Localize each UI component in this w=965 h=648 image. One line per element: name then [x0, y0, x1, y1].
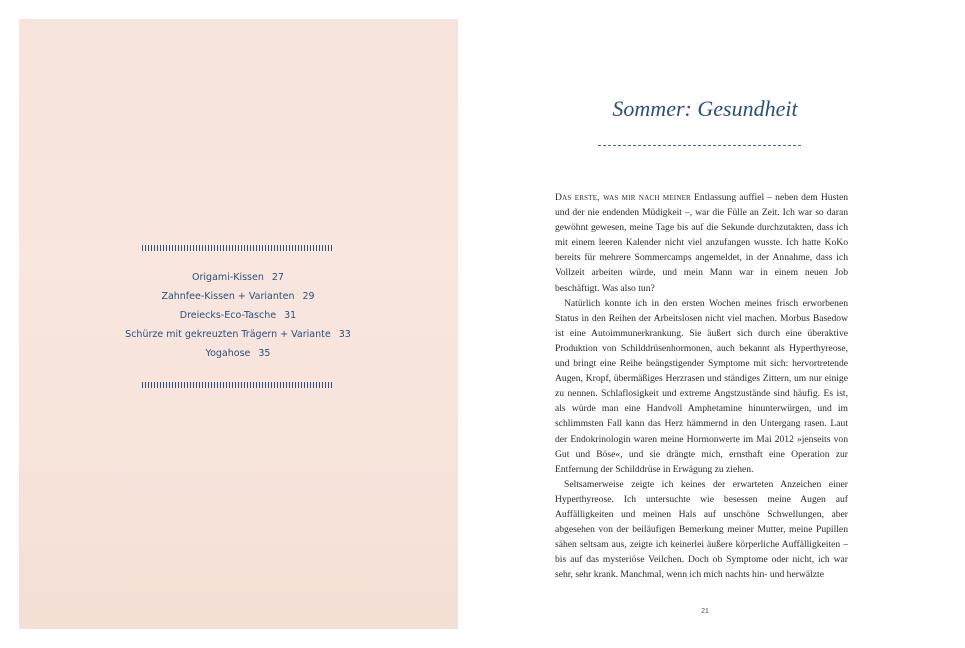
- paragraph: Natürlich konnte ich in den ersten Wochen meines frisch erworbenen Status in den Reihen der Arbeitslosen nicht viel machen. Morbus Basedow ist eine Autoimmunerkrankung. Sie äußert sich durch eine überaktive Produktion von Schilddrüsenhormonen, auch bekannt als Hyperthyreose, und bringt eine Reihe beängstigender Symptome mit sich: hervortretende Augen, Kropf, übermäßiges Herzrasen und ständiges Zittern, um nur einige zu nennen. Schlaflosigkeit und extreme Angstzustände sind häufig. Es ist, als würde man eine Handvoll Amphetamine hinunterwürgen, und im schlimmsten Fall kann das Herz hämmernd in den Untergang rasen. Laut der Endokrinologin waren meine Hormonwerte im Mai 2012 »jenseits von Gut und Böse«, und sie drängte mich, ernsthaft eine Operation zur Entfernung der Schilddrüse in Erwägung zu ziehen.: [555, 297, 848, 475]
- toc-title: Zahnfee-Kissen + Varianten: [161, 291, 295, 302]
- toc-item: [120, 268, 356, 287]
- toc-item: [120, 287, 356, 306]
- chapter-title: Sommer: Gesundheit: [612, 96, 798, 121]
- toc-item: [120, 306, 356, 325]
- paragraph: Seltsamerweise zeigte ich keines der erwarteten Anzeichen einer Hyperthyreose. Ich untersuchte wie besessen meine Augen auf Auffälligkeiten und meinen Hals auf unschöne Schwellungen, aber abgesehen von der beiläufigen Bemerkung meiner Mutter, meine Pupillen sähen seltsam aus, zeigte ich keinerlei äußere körperliche Auffälligkeiten – bis auf das mysteriöse Veilchen. Doch ob Symptome oder nicht, ich war sehr, sehr krank. Manchmal, wenn ich mich nachts hin- und herwälzte: [555, 478, 848, 581]
- stitch-divider-top: [142, 245, 333, 251]
- title-divider: [598, 145, 801, 146]
- body-text: [555, 190, 848, 582]
- lead-in: Das erste, was mir nach meiner: [555, 192, 691, 203]
- toc-page: 27: [271, 272, 284, 283]
- toc-page: 35: [258, 348, 271, 359]
- page-number: 21: [701, 608, 709, 615]
- toc-page: 33: [338, 329, 351, 340]
- stitch-divider-bottom: [142, 382, 333, 388]
- toc-title: Origami-Kissen: [192, 272, 264, 283]
- toc-title: Schürze mit gekreuzten Trägern + Variante: [125, 329, 331, 340]
- toc-page: 29: [302, 291, 315, 302]
- toc-title: Dreiecks-Eco-Tasche: [179, 310, 277, 321]
- project-list: [120, 268, 356, 363]
- toc-item: [120, 344, 356, 363]
- paragraph-text: Entlassung auffiel – neben dem Husten und der nie endenden Müdigkeit –, war die Fülle an Zeit. Ich war so daran gewöhnt gewesen, meine Tage bis auf die Sekunde durchzutakten, dass ich mit einem leeren Kalender nicht viel anzufangen wusste. Ich hatte KoKo bereits für mehrere Sommercamps angemeldet, in der Annahme, dass ich Vollzeit arbeiten würde, und mein Mann war in einem neuen Job beschäftigt. Was also tun?: [555, 192, 848, 294]
- toc-page: 31: [284, 310, 297, 321]
- toc-item: [120, 325, 356, 344]
- paragraph: [555, 190, 848, 296]
- toc-title: Yogahose: [205, 348, 251, 359]
